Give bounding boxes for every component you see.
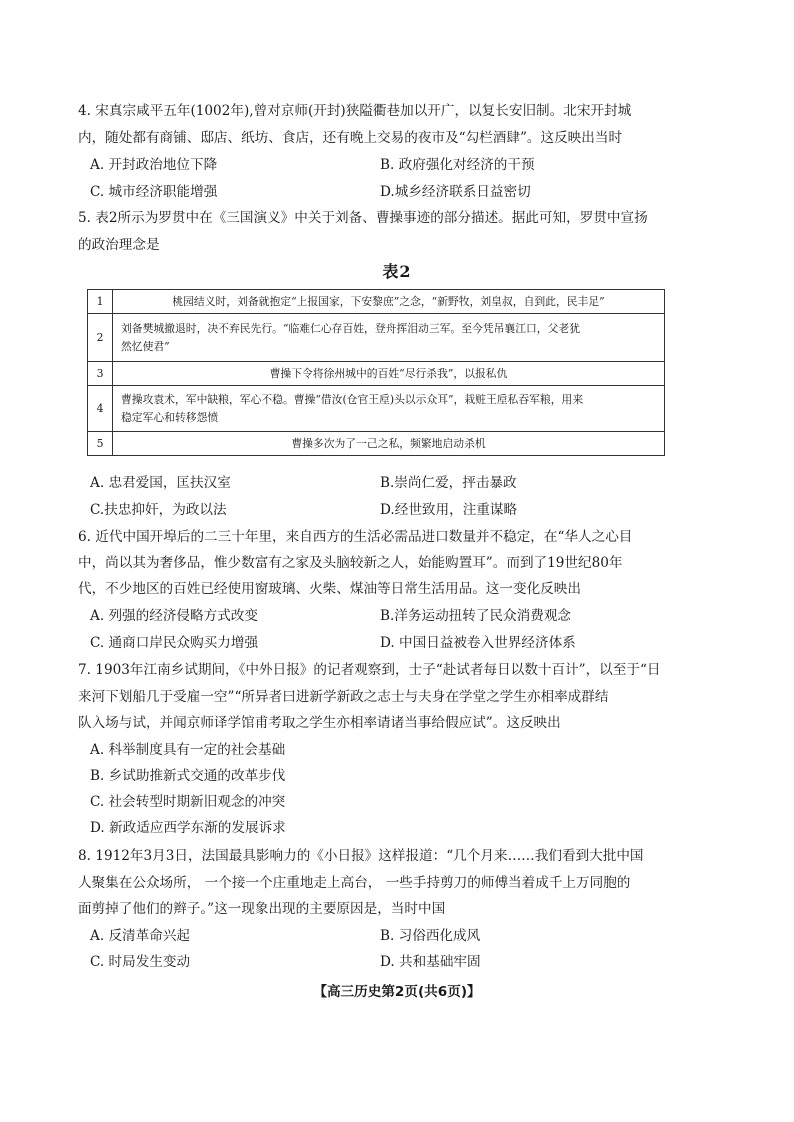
q6-option-d: D. 中国日益被卷入世界经济体系 (380, 635, 576, 651)
q8-stem-line1: 8. 1912年3月3日，法国最具影响力的《小日报》这样报道：“几个月来……我们看到大批中国 (78, 848, 644, 864)
row-text-line2: 稳定军心和转移怨愤 (121, 410, 219, 424)
table-row (88, 386, 665, 432)
q8-option-c: C. 时局发生变动 (90, 954, 191, 970)
row-number: 4 (88, 386, 113, 432)
row-text-line2: 然忆使君” (121, 339, 170, 353)
q7-option-c: C. 社会转型时期新旧观念的冲突 (90, 794, 286, 810)
q5-stem-line2: 的政治理念是 (78, 237, 160, 253)
table-row (88, 362, 665, 386)
q5-option-d: D.经世致用，注重谋略 (380, 502, 518, 518)
q4-option-a: A. 开封政治地位下降 (90, 157, 218, 173)
q6-stem-line1: 6. 近代中国开埠后的二三十年里，来自西方的生活必需品进口数量并不稳定，在“华人之心目 (78, 529, 633, 545)
row-number: 5 (88, 432, 113, 456)
table-2 (87, 289, 665, 456)
q5-option-b: B.崇尚仁爱，抨击暴政 (380, 475, 517, 491)
table-row (88, 314, 665, 362)
q4-option-b: B. 政府强化对经济的干预 (380, 157, 535, 173)
q7-stem-line1: 7. 1903年江南乡试期间，《中外日报》的记者观察到，士子“赴试者每日以数十百计”，以至于“日 (78, 662, 661, 678)
q8-stem-line2: 人聚集在公众场所， 一个接一个庄重地走上高台， 一些手持剪刀的师傅当着成千上万同胞的 (78, 875, 631, 891)
row-text-line1: 曹操攻袁术，军中缺粮，军心不稳。曹操“借汝(仓官王垕)头以示众耳”，栽赃王垕私吞军粮，用来 (121, 392, 584, 406)
q4-option-d: D.城乡经济联系日益密切 (380, 184, 531, 200)
row-number: 1 (88, 290, 113, 314)
q4-option-c: C. 城市经济职能增强 (90, 184, 218, 200)
row-number: 2 (88, 314, 113, 362)
q5-option-c: C.扶忠抑奸，为政以法 (90, 502, 227, 518)
q6-option-c: C. 通商口岸民众购买力增强 (90, 635, 259, 651)
q7-stem-line2: 来河下划船几于受雇一空”“所异者曰进新学新政之志士与夫身在学堂之学生亦相率成群结 (78, 689, 609, 705)
row-number: 3 (88, 362, 113, 386)
q8-option-d: D. 共和基础牢固 (380, 954, 481, 970)
q4-stem-line1: 4. 宋真宗咸平五年(1002年),曾对京师(开封)狭隘衢巷加以开广，以复长安旧制。北宋开封城 (78, 103, 632, 119)
row-text: 桃园结义时，刘备就抱定“上报国家，下安黎庶”之念，“新野牧，刘皇叔，自到此，民丰足” (113, 290, 665, 314)
row-text: 曹操多次为了一己之私，频繁地启动杀机 (113, 432, 665, 456)
q8-stem-line3: 面剪掉了他们的辫子。”这一现象出现的主要原因是，当时中国 (78, 901, 446, 917)
row-text (113, 386, 665, 432)
q6-option-a: A. 列强的经济侵略方式改变 (90, 608, 258, 624)
q7-option-d: D. 新政适应西学东渐的发展诉求 (90, 820, 286, 836)
row-text: 曹操下令将徐州城中的百姓“尽行杀我”，以报私仇 (113, 362, 665, 386)
q6-stem-line3: 代，不少地区的百姓已经使用窗玻璃、火柴、煤油等日常生活用品。这一变化反映出 (78, 581, 581, 597)
row-text-line1: 刘备樊城撤退时，决不弃民先行。“临难仁心存百姓，登舟挥泪动三军。至今凭吊襄江口，父老犹 (121, 321, 580, 335)
q4-stem-line2: 内，随处都有商铺、邸店、纸坊、食店，还有晚上交易的夜市及“勾栏酒肆”。这反映出当时 (78, 130, 623, 146)
q7-option-b: B. 乡试助推新式交通的改革步伐 (90, 768, 286, 784)
q8-option-b: B. 习俗西化成风 (380, 928, 481, 944)
q5-stem-line1: 5. 表2所示为罗贯中在《三国演义》中关于刘备、曹操事迹的部分描述。据此可知，罗贯中宣扬 (78, 210, 648, 226)
q5-option-a: A. 忠君爱国，匡扶汉室 (90, 475, 231, 491)
table-2-title: 表2 (382, 262, 412, 281)
q7-option-a: A. 科举制度具有一定的社会基础 (90, 742, 286, 758)
table-row (88, 290, 665, 314)
q8-option-a: A. 反清革命兴起 (90, 928, 191, 944)
row-text (113, 314, 665, 362)
table-row (88, 432, 665, 456)
page-footer: 【高三历史第2页(共6页)】 (313, 984, 481, 1000)
q6-option-b: B.洋务运动扭转了民众消费观念 (380, 608, 572, 624)
q7-stem-line3: 队入场与试，并闻京师译学馆甫考取之学生亦相率请诸当事给假应试”。这反映出 (78, 715, 561, 731)
q6-stem-line2: 中，尚以其为奢侈品，惟少数富有之家及头脑较新之人，始能购置耳”。而到了19世纪80年 (78, 555, 623, 571)
